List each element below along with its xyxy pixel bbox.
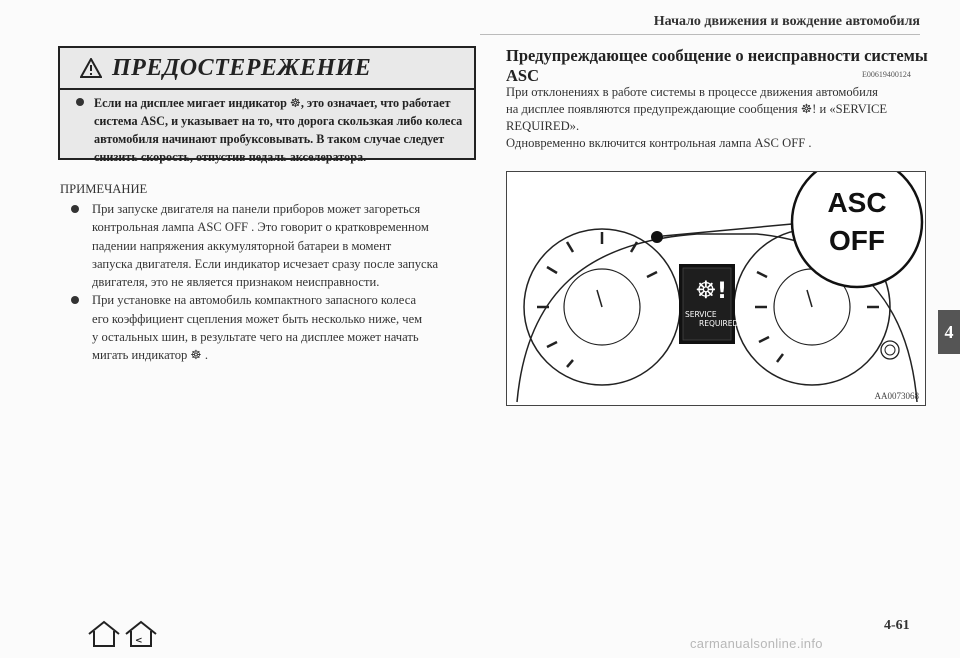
note-line: При запуске двигателя на панели приборов может загореться: [92, 202, 421, 216]
note-line: При установке на автомобиль компактного запасного колеса: [92, 293, 417, 308]
page-number: 4-61: [884, 618, 910, 633]
note-list: [88, 200, 483, 365]
section-line: При отклонениях в работе системы в процессе движения автомобиля: [506, 85, 878, 99]
note-line: запуска двигателя. Если индикатор исчезает сразу после запуска: [92, 256, 439, 271]
note-line: у остальных шин, в результате чего на дисплее может начать: [92, 330, 419, 345]
warning-line: снизить скорость, отпустив педаль акселератора.: [94, 150, 367, 164]
figure-code: AA0073068: [874, 391, 919, 401]
warning-triangle-icon: [80, 58, 102, 78]
note-line: контрольная лампа ASC OFF . Это говорит о кратковременном: [92, 220, 429, 235]
warning-line: Если на дисплее мигает индикатор ☸, это означает, что работает: [94, 96, 451, 110]
bullet-icon: [71, 205, 79, 213]
callout-asc: ASC: [827, 187, 887, 218]
display-service: SERVICE: [685, 310, 717, 319]
section-line: на дисплее появляются предупреждающие сообщения ☸! и «SERVICE: [506, 102, 888, 116]
section-title: Предупреждающее сообщение о неисправности системы ASC: [506, 46, 928, 85]
section-body: [506, 84, 926, 152]
section-code: E00619400124: [862, 70, 911, 79]
note-line: падении напряжения аккумуляторной батареи в момент: [92, 238, 392, 253]
warning-line: автомобиля начинают пробуксовывать. В таком случае следует: [94, 132, 445, 146]
warning-box: [58, 46, 476, 164]
warning-title: ПРЕДОСТЕРЕЖЕНИЕ: [60, 48, 474, 90]
display-required: REQUIRED: [699, 319, 739, 328]
bullet-icon: [76, 98, 84, 106]
svg-text:<: <: [135, 636, 143, 646]
note-heading: ПРИМЕЧАНИЕ: [60, 182, 148, 196]
indicator-dot: [651, 231, 663, 243]
nav-icons: [86, 620, 166, 653]
exclamation-icon: !: [717, 279, 728, 304]
note-item: [88, 200, 483, 291]
note-line: двигателя, это не является признаком неисправности.: [92, 275, 380, 290]
instrument-cluster-drawing: [507, 172, 925, 405]
slip-warning-icon: ☸: [695, 276, 717, 304]
callout-off: OFF: [829, 225, 885, 256]
warning-text: [60, 90, 474, 166]
section-line: Одновременно включится контрольная лампа ASC OFF .: [506, 136, 812, 150]
note-line: мигать индикатор ☸ .: [92, 348, 209, 363]
home-icon[interactable]: [89, 622, 119, 646]
chapter-tab: 4: [938, 310, 960, 354]
back-page-icon[interactable]: [126, 622, 156, 646]
section-line: REQUIRED».: [506, 119, 580, 133]
note-item: [88, 291, 483, 364]
instrument-cluster-figure: [506, 171, 926, 406]
note-line: его коэффициент сцепления может быть несколько ниже, чем: [92, 311, 423, 326]
running-header: Начало движения и вождение автомобиля: [480, 14, 920, 35]
warning-line: система ASC, и указывает на то, что дорога скользкая либо колеса: [94, 114, 463, 128]
watermark: carmanualsonline.info: [690, 636, 823, 651]
bullet-icon: [71, 296, 79, 304]
